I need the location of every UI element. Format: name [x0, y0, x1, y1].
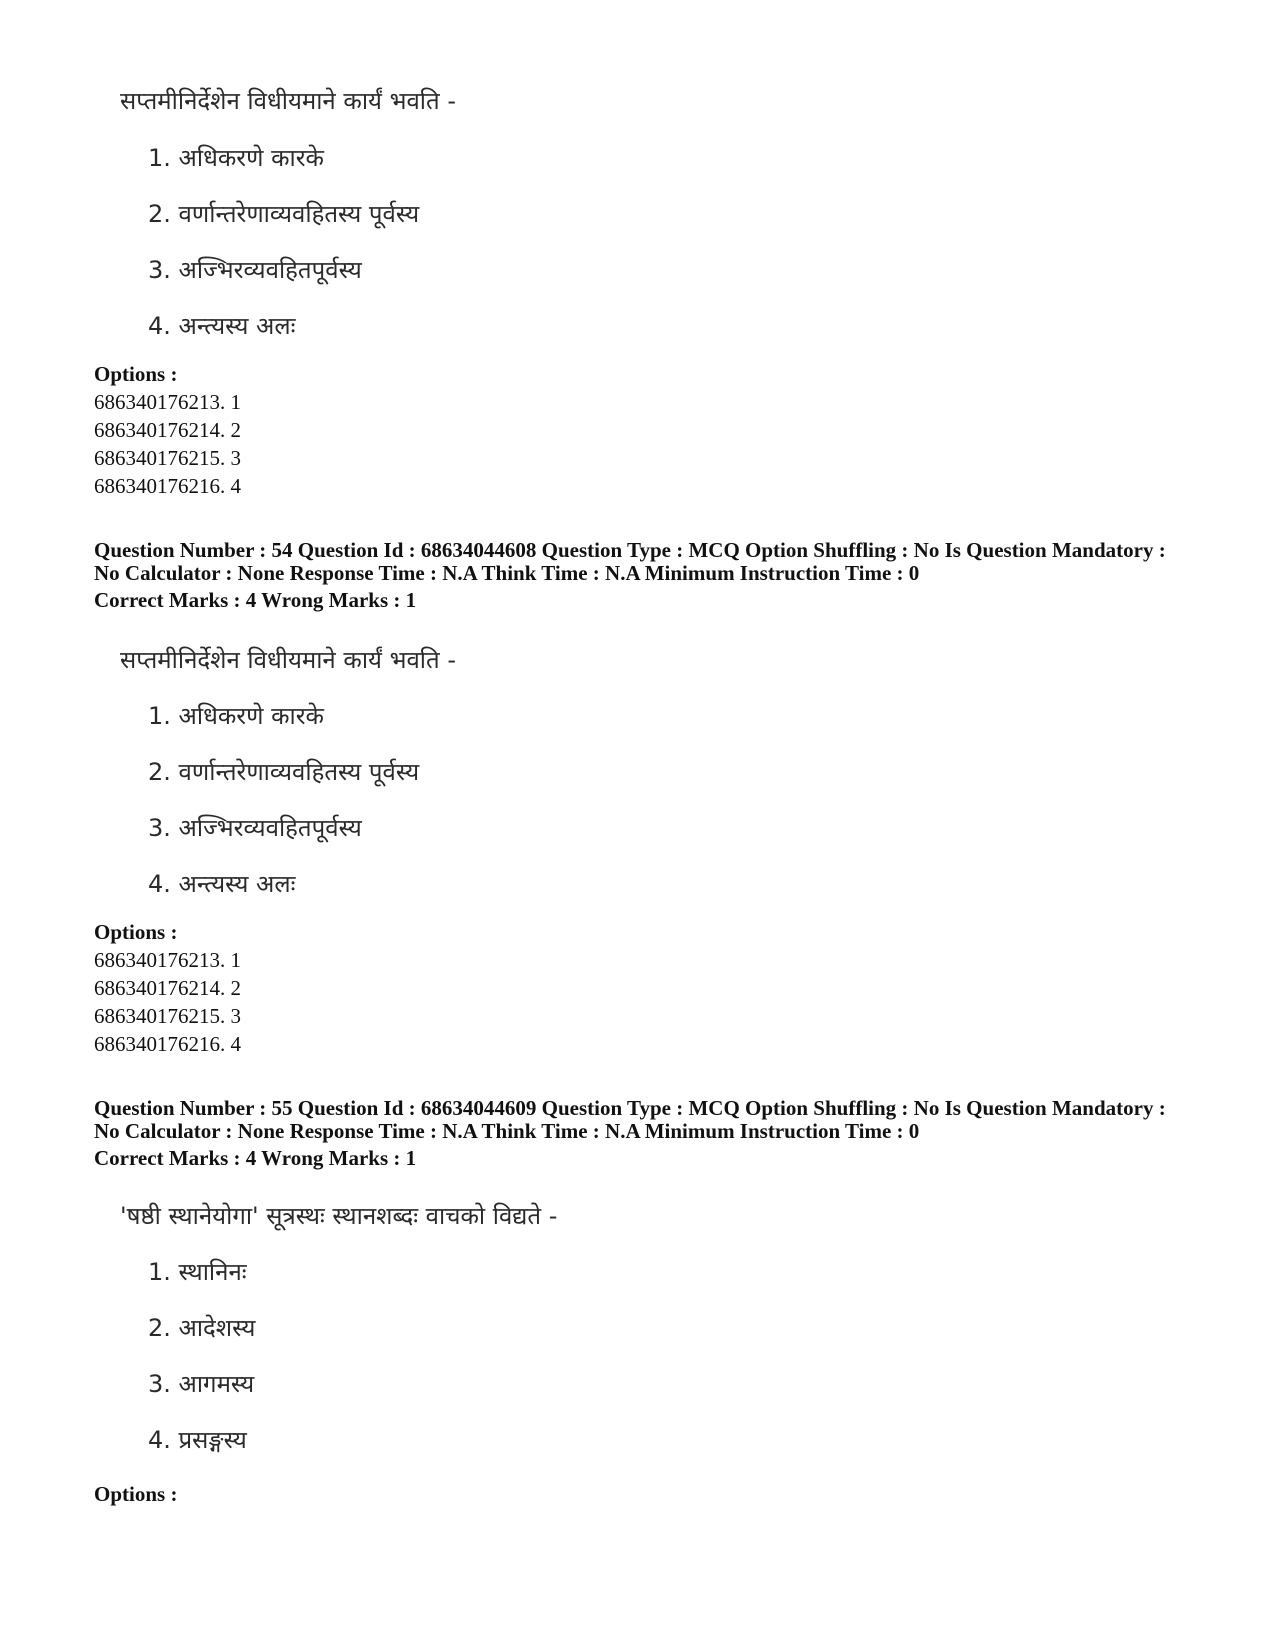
- choice-2: 2. वर्णान्तरेणाव्यवहितस्य पूर्वस्य: [148, 200, 420, 228]
- question-meta-line2: No Calculator : None Response Time : N.A Think Time : N.A Minimum Instruction Time : 0: [94, 561, 920, 585]
- choice-2: 2. वर्णान्तरेणाव्यवहितस्य पूर्वस्य: [148, 758, 420, 786]
- option-line: 686340176214. 2: [94, 976, 241, 1000]
- option-line: 686340176213. 1: [94, 390, 241, 414]
- question-marks: Correct Marks : 4 Wrong Marks : 1: [94, 588, 417, 612]
- question-text: 'षष्ठी स्थानेयोगा' सूत्रस्थः स्थानशब्दः वाचको विद्यते -: [120, 1202, 558, 1230]
- question-text: सप्तमीनिर्देशेन विधीयमाने कार्यं भवति -: [120, 87, 456, 115]
- option-line: 686340176213. 1: [94, 948, 241, 972]
- choice-3: 3. आगमस्य: [148, 1370, 255, 1398]
- option-line: 686340176215. 3: [94, 1004, 241, 1028]
- choice-3: 3. अज्भिरव्यवहितपूर्वस्य: [148, 256, 362, 284]
- choice-1: 1. स्थानिनः: [148, 1258, 247, 1286]
- option-line: 686340176215. 3: [94, 446, 241, 470]
- options-label: Options :: [94, 362, 178, 386]
- question-meta-line1: Question Number : 54 Question Id : 68634044608 Question Type : MCQ Option Shuffling : No Is Question Mandatory :: [94, 538, 1166, 562]
- question-marks: Correct Marks : 4 Wrong Marks : 1: [94, 1146, 417, 1170]
- option-line: 686340176216. 4: [94, 1032, 241, 1056]
- choice-4: 4. अन्त्यस्य अलः: [148, 312, 296, 340]
- choice-3: 3. अज्भिरव्यवहितपूर्वस्य: [148, 814, 362, 842]
- option-line: 686340176216. 4: [94, 474, 241, 498]
- options-label: Options :: [94, 920, 178, 944]
- options-label: Options :: [94, 1482, 178, 1506]
- choice-4: 4. प्रसङ्गस्य: [148, 1426, 247, 1454]
- choice-1: 1. अधिकरणे कारके: [148, 702, 324, 730]
- choice-4: 4. अन्त्यस्य अलः: [148, 870, 296, 898]
- choice-2: 2. आदेशस्य: [148, 1314, 256, 1342]
- question-meta-line1: Question Number : 55 Question Id : 68634044609 Question Type : MCQ Option Shuffling : No Is Question Mandatory :: [94, 1096, 1166, 1120]
- option-line: 686340176214. 2: [94, 418, 241, 442]
- choice-1: 1. अधिकरणे कारके: [148, 144, 324, 172]
- question-text: सप्तमीनिर्देशेन विधीयमाने कार्यं भवति -: [120, 646, 456, 674]
- question-meta-line2: No Calculator : None Response Time : N.A Think Time : N.A Minimum Instruction Time : 0: [94, 1119, 920, 1143]
